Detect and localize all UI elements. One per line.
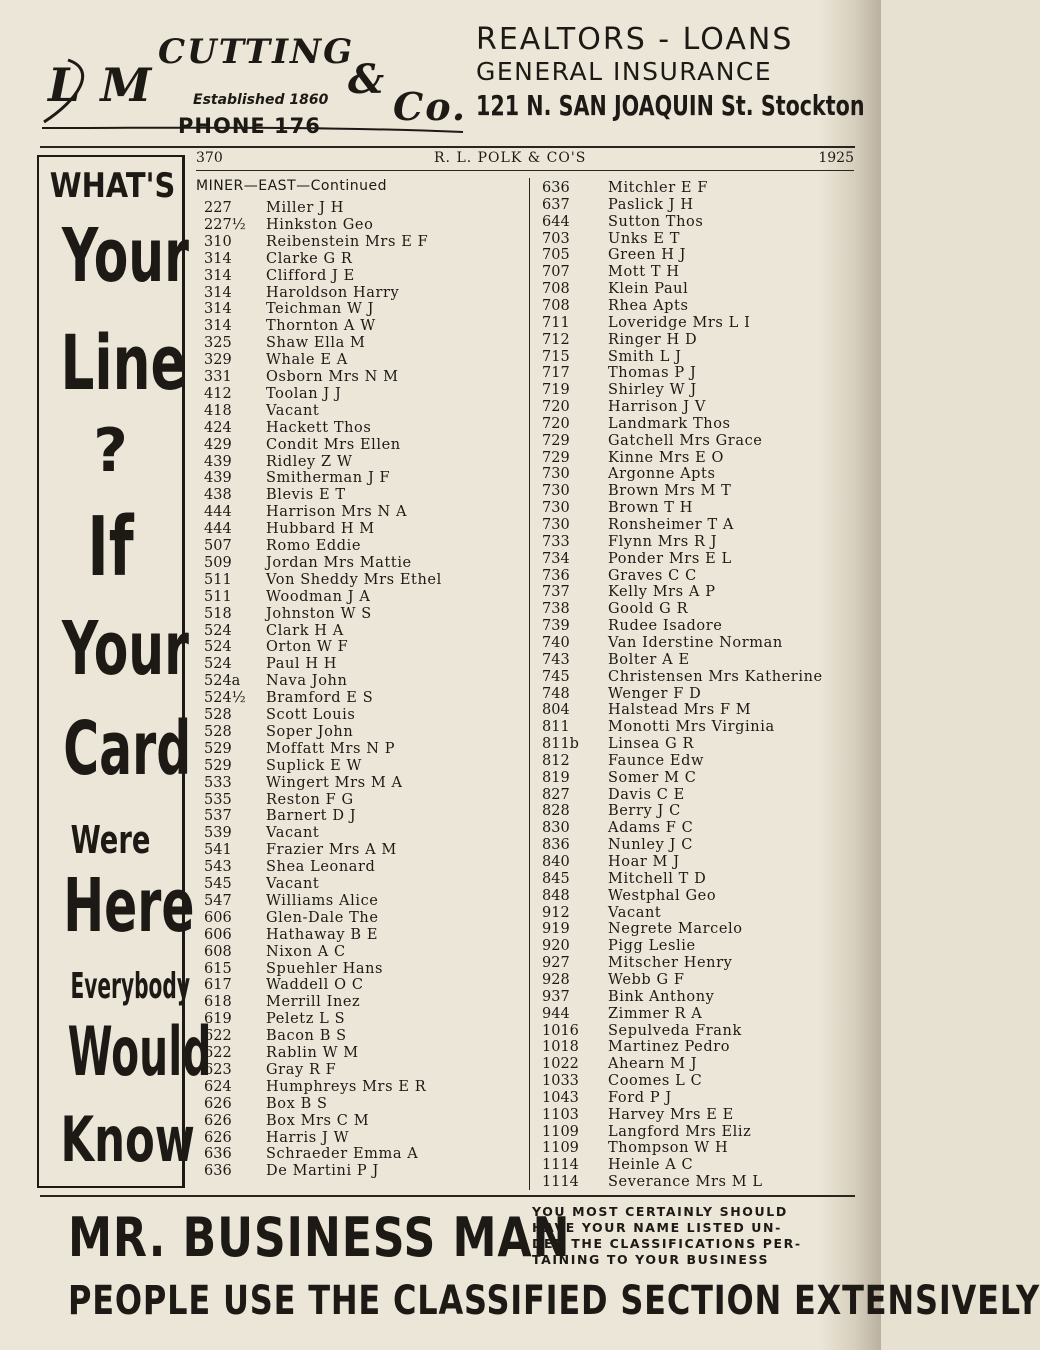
logo-ampersand: & [348,56,387,103]
house-number: 617 [204,977,232,994]
running-head [196,150,854,170]
house-number: 524 [204,622,232,639]
resident-name: Mitscher Henry [608,955,733,972]
resident-name: Scott Louis [266,707,356,723]
header-rule [40,146,855,148]
house-number: 227 [204,200,232,216]
house-number: 622 [204,1028,232,1045]
house-number: 636 [204,1163,232,1180]
resident-name: Kinne Mrs E O [608,449,725,466]
house-number: 1114 [542,1174,579,1191]
resident-name: Rablin W M [266,1045,359,1061]
resident-name: Osborn Mrs N M [266,369,399,385]
resident-name: Bolter A E [608,651,690,668]
house-number: 529 [204,757,232,774]
resident-name: Webb G F [608,971,685,988]
side-word-everybody: Everybody [70,966,190,1007]
resident-name: Smith L J [608,348,682,365]
resident-name: Woodman J A [266,588,371,605]
house-number: 730 [542,466,570,483]
house-number: 830 [542,820,570,837]
house-number: 734 [542,550,570,567]
resident-name: Shirley W J [608,382,697,399]
house-number: 740 [542,634,570,651]
house-number: 1022 [542,1056,579,1073]
resident-name: Sepulveda Frank [608,1022,742,1039]
house-number: 708 [542,297,570,314]
side-word-know: Know [60,1103,195,1176]
house-number: 524½ [204,690,246,707]
house-number: 717 [542,365,570,382]
house-number: 748 [542,685,570,702]
house-number: 912 [542,904,570,921]
resident-name: Martinez Pedro [608,1039,731,1056]
resident-name: Unks E T [608,230,681,247]
house-number: 626 [204,1112,232,1129]
resident-name: Hinkston Geo [266,216,374,233]
resident-name: Moffatt Mrs N P [266,740,396,757]
resident-name: Thornton A W [266,318,376,335]
resident-name: Hackett Thos [266,419,372,436]
house-number: 729 [542,432,570,449]
house-number: 606 [204,926,232,943]
footer-notice-line: TAINING TO YOUR BUSINESS [532,1252,770,1267]
side-word-were: Were [70,818,151,862]
house-number: 329 [204,352,232,369]
resident-name: Westphal Geo [608,887,717,904]
side-word-would: Would [67,1013,212,1092]
house-number: 828 [542,803,570,820]
house-number: 845 [542,870,570,887]
house-number: 730 [542,483,570,500]
footer-advertisement [40,1198,1040,1338]
resident-name: Gray R F [266,1061,337,1078]
resident-name: Waddell O C [266,977,364,994]
resident-name: Harvey Mrs E E [608,1106,734,1123]
house-number: 836 [542,837,570,854]
house-number: 1114 [542,1157,579,1174]
house-number: 1103 [542,1106,579,1123]
house-number: 545 [204,876,232,892]
resident-name: Ridley Z W [266,453,353,470]
resident-name: Clark H A [266,622,344,639]
resident-name: Paslick J H [608,196,694,213]
house-number: 711 [542,314,570,331]
resident-name: Goold G R [608,601,689,618]
resident-name: Pigg Leslie [608,938,696,955]
resident-name: Klein Paul [608,281,689,298]
house-number: 636 [542,180,570,196]
house-number: 637 [542,196,570,213]
side-word-card: Card [63,706,192,792]
resident-name: Suplick E W [266,757,363,774]
house-number: 626 [204,1095,232,1112]
resident-name: Merrill Inez [266,994,361,1011]
resident-name: Heinle A C [608,1157,694,1174]
resident-name: Christensen Mrs Katherine [608,668,823,685]
house-number: 528 [204,723,232,740]
resident-name: Mott T H [608,264,680,281]
house-number: 720 [542,399,570,416]
house-number: 804 [542,702,570,719]
house-number: 444 [204,504,232,521]
resident-name: Blevis E T [266,487,346,504]
house-number: 720 [542,415,570,432]
resident-name: Paul H H [266,656,338,673]
house-number: 529 [204,740,232,757]
house-number: 827 [542,786,570,803]
house-number: 511 [204,571,232,588]
side-word-line: Line [60,318,187,407]
resident-name: Graves C C [608,567,697,584]
house-number: 733 [542,533,570,550]
house-number: 715 [542,348,570,365]
side-word-your-2: Your [61,606,189,692]
house-number: 314 [204,318,232,335]
house-number: 618 [204,994,232,1011]
resident-name: Reston F G [266,791,354,808]
house-number: 331 [204,369,232,385]
cutting-logo [38,30,468,140]
house-number: 1033 [542,1073,579,1090]
resident-name: Johnston W S [266,605,372,622]
logo-co: Co. [393,84,468,129]
resident-name: Hathaway B E [266,926,379,943]
resident-name: De Martini P J [266,1163,379,1180]
resident-name: Ahearn M J [608,1056,698,1073]
resident-name: Toolan J J [266,385,342,402]
house-number: 624 [204,1078,232,1095]
house-number: 708 [542,281,570,298]
resident-name: Mitchler E F [608,180,708,196]
house-number: 608 [204,943,232,960]
house-number: 511 [204,588,232,605]
house-number: 703 [542,230,570,247]
house-number: 509 [204,554,232,571]
house-number: 1109 [542,1123,579,1140]
publisher-title: R. L. POLK & CO'S [434,150,587,166]
house-number: 920 [542,938,570,955]
house-number: 418 [204,402,232,419]
house-number: 444 [204,521,232,538]
realtors-loans: REALTORS - LOANS [476,22,794,57]
resident-name: Harrison J V [608,399,707,416]
logo-initials: L M [48,58,154,112]
house-number: 524 [204,656,232,673]
resident-name: Negrete Marcelo [608,921,743,938]
resident-name: Harrison Mrs N A [266,504,408,521]
resident-name: Mitchell T D [608,870,707,887]
logo-name: CUTTING [158,32,355,72]
resident-name: Romo Eddie [266,538,362,554]
house-number: 227½ [204,216,246,233]
house-number: 424 [204,419,232,436]
resident-name: Ringer H D [608,331,698,348]
house-number: 745 [542,668,570,685]
house-number: 314 [204,250,232,267]
header-advertisement [38,22,865,140]
resident-name: Reibenstein Mrs E F [266,233,429,250]
house-number: 927 [542,955,570,972]
resident-name: Teichman W J [266,301,375,318]
side-word-if: If [87,500,134,595]
resident-name: Davis C E [608,786,685,803]
house-number: 314 [204,284,232,301]
resident-name: Ponder Mrs E L [608,550,732,567]
resident-name: Condit Mrs Ellen [266,436,401,453]
resident-name: Nunley J C [608,837,693,854]
resident-name: Box Mrs C M [266,1112,370,1129]
resident-name: Flynn Mrs R J [608,533,718,550]
house-number: 524 [204,639,232,656]
house-number: 606 [204,909,232,926]
resident-name: Brown T H [608,500,694,517]
resident-name: Von Sheddy Mrs Ethel [266,571,442,588]
resident-name: Humphreys Mrs E R [266,1078,427,1095]
house-number: 537 [204,808,232,825]
resident-name: Faunce Edw [608,752,704,769]
resident-name: Brown Mrs M T [608,483,732,500]
house-number: 539 [204,825,232,842]
resident-name: Gatchell Mrs Grace [608,432,763,449]
house-number: 619 [204,1011,232,1028]
house-number: 730 [542,517,570,533]
house-number: 314 [204,267,232,284]
house-number: 439 [204,470,232,487]
house-number: 636 [204,1146,232,1163]
resident-name: Wenger F D [608,685,702,702]
house-number: 547 [204,892,232,909]
resident-name: Loveridge Mrs L I [608,314,751,331]
house-number: 541 [204,842,232,859]
side-word-question: ? [93,416,128,486]
resident-name: Peletz L S [266,1011,346,1028]
house-number: 719 [542,382,570,399]
resident-name: Shea Leonard [266,859,376,876]
resident-name: Bramford E S [266,690,374,707]
page-number: 370 [196,150,223,166]
resident-name: Harris J W [266,1129,350,1146]
resident-name: Somer M C [608,769,697,786]
side-word-here: Here [63,863,195,949]
street-section-title: MINER—EAST—Continued [196,178,387,194]
footer-notice-line: DER THE CLASSIFICATIONS PER- [532,1236,802,1251]
house-number: 737 [542,584,570,601]
year-label: 1925 [818,150,854,166]
resident-name: Hubbard H M [266,521,375,538]
resident-name: Rudee Isadore [608,618,723,635]
resident-name: Argonne Apts [608,466,716,483]
resident-name: Thomas P J [608,365,697,382]
resident-name: Ford P J [608,1089,672,1106]
side-word-your: Your [61,213,189,299]
resident-name: Ronsheimer T A [608,517,735,533]
resident-name: Adams F C [608,820,694,837]
house-number: 705 [542,247,570,264]
house-number: 937 [542,988,570,1005]
house-number: 310 [204,233,232,250]
house-number: 412 [204,385,232,402]
resident-name: Jordan Mrs Mattie [266,554,412,571]
business-man-headline: MR. BUSINESS MAN [68,1206,571,1269]
general-insurance: GENERAL INSURANCE [476,57,773,86]
house-number: 615 [204,960,232,977]
house-number: 644 [542,213,570,230]
resident-name: Rhea Apts [608,297,689,314]
house-number: 812 [542,752,570,769]
resident-name: Green H J [608,247,687,264]
house-number: 528 [204,707,232,723]
house-number: 1016 [542,1022,579,1039]
resident-name: Wingert Mrs M A [266,774,403,791]
resident-name: Nixon A C [266,943,346,960]
resident-name: Sutton Thos [608,213,704,230]
house-number: 325 [204,335,232,352]
house-number: 314 [204,301,232,318]
house-number: 622 [204,1045,232,1061]
resident-name: Shaw Ella M [266,335,366,352]
house-number: 811 [542,719,570,736]
sidebar-advertisement [37,155,212,1188]
footer-notice-line: YOU MOST CERTAINLY SHOULD [532,1204,788,1219]
house-number: 543 [204,859,232,876]
resident-name: Frazier Mrs A M [266,842,397,859]
resident-name: Smitherman J F [266,470,391,487]
house-number: 507 [204,538,232,554]
resident-name: Coomes L C [608,1073,703,1090]
house-number: 518 [204,605,232,622]
house-number: 1018 [542,1039,579,1056]
house-number: 1109 [542,1140,579,1157]
resident-name: Bacon B S [266,1028,347,1045]
running-head-rule [196,170,854,171]
house-number: 819 [542,769,570,786]
resident-name: Severance Mrs M L [608,1174,763,1191]
side-word-whats: WHAT'S [49,166,176,206]
resident-name: Spuehler Hans [266,960,384,977]
house-number: 626 [204,1129,232,1146]
house-number: 944 [542,1005,570,1022]
resident-name: Bink Anthony [608,988,715,1005]
resident-name: Van Iderstine Norman [608,634,783,651]
resident-name: Clarke G R [266,250,353,267]
resident-name: Barnert D J [266,808,357,825]
resident-name: Haroldson Harry [266,284,400,301]
resident-name: Glen-Dale The [266,909,379,926]
house-number: 743 [542,651,570,668]
resident-name: Landmark Thos [608,415,731,432]
footer-notice-line: HAVE YOUR NAME LISTED UN- [532,1220,782,1235]
resident-name: Soper John [266,723,354,740]
resident-name: Vacant [266,825,320,842]
house-number: 928 [542,971,570,988]
resident-name: Miller J H [266,200,344,216]
resident-name: Zimmer R A [608,1005,703,1022]
resident-name: Hoar M J [608,854,680,870]
house-number: 533 [204,774,232,791]
resident-name: Halstead Mrs F M [608,702,752,719]
footer-notice [532,1204,842,1268]
resident-name: Nava John [266,673,348,690]
house-number: 429 [204,436,232,453]
address-line: 121 N. SAN JOAQUIN St. Stockton [476,89,865,122]
resident-name: Williams Alice [266,892,379,909]
house-number: 438 [204,487,232,504]
house-number: 848 [542,887,570,904]
phone-text: PHONE 176 [178,114,321,138]
resident-name: Linsea G R [608,736,694,753]
resident-name: Vacant [266,402,320,419]
resident-name: Monotti Mrs Virginia [608,719,775,736]
house-number: 623 [204,1061,232,1078]
house-number: 729 [542,449,570,466]
resident-name: Langford Mrs Eliz [608,1123,752,1140]
house-number: 811b [542,736,579,753]
column-divider [529,178,530,1190]
house-number: 739 [542,618,570,635]
resident-name: Orton W F [266,639,349,656]
resident-name: Thompson W H [608,1140,729,1157]
resident-name: Vacant [608,904,662,921]
house-number: 840 [542,854,570,870]
footer-rule [40,1195,855,1197]
realtor-info [476,22,865,126]
house-number: 712 [542,331,570,348]
resident-name: Whale E A [266,352,348,369]
house-number: 1043 [542,1089,579,1106]
resident-name: Box B S [266,1095,328,1112]
house-number: 730 [542,500,570,517]
resident-name: Schraeder Emma A [266,1146,419,1163]
resident-name: Clifford J E [266,267,355,284]
resident-name: Kelly Mrs A P [608,584,716,601]
resident-name: Berry J C [608,803,681,820]
house-number: 736 [542,567,570,584]
classified-section-slogan: PEOPLE USE THE CLASSIFIED SECTION EXTENSIVELY [68,1278,1040,1324]
house-number: 738 [542,601,570,618]
house-number: 919 [542,921,570,938]
house-number: 535 [204,791,232,808]
house-number: 707 [542,264,570,281]
established-text: Established 1860 [193,92,329,108]
resident-name: Vacant [266,876,320,892]
house-number: 439 [204,453,232,470]
house-number: 524a [204,673,241,690]
